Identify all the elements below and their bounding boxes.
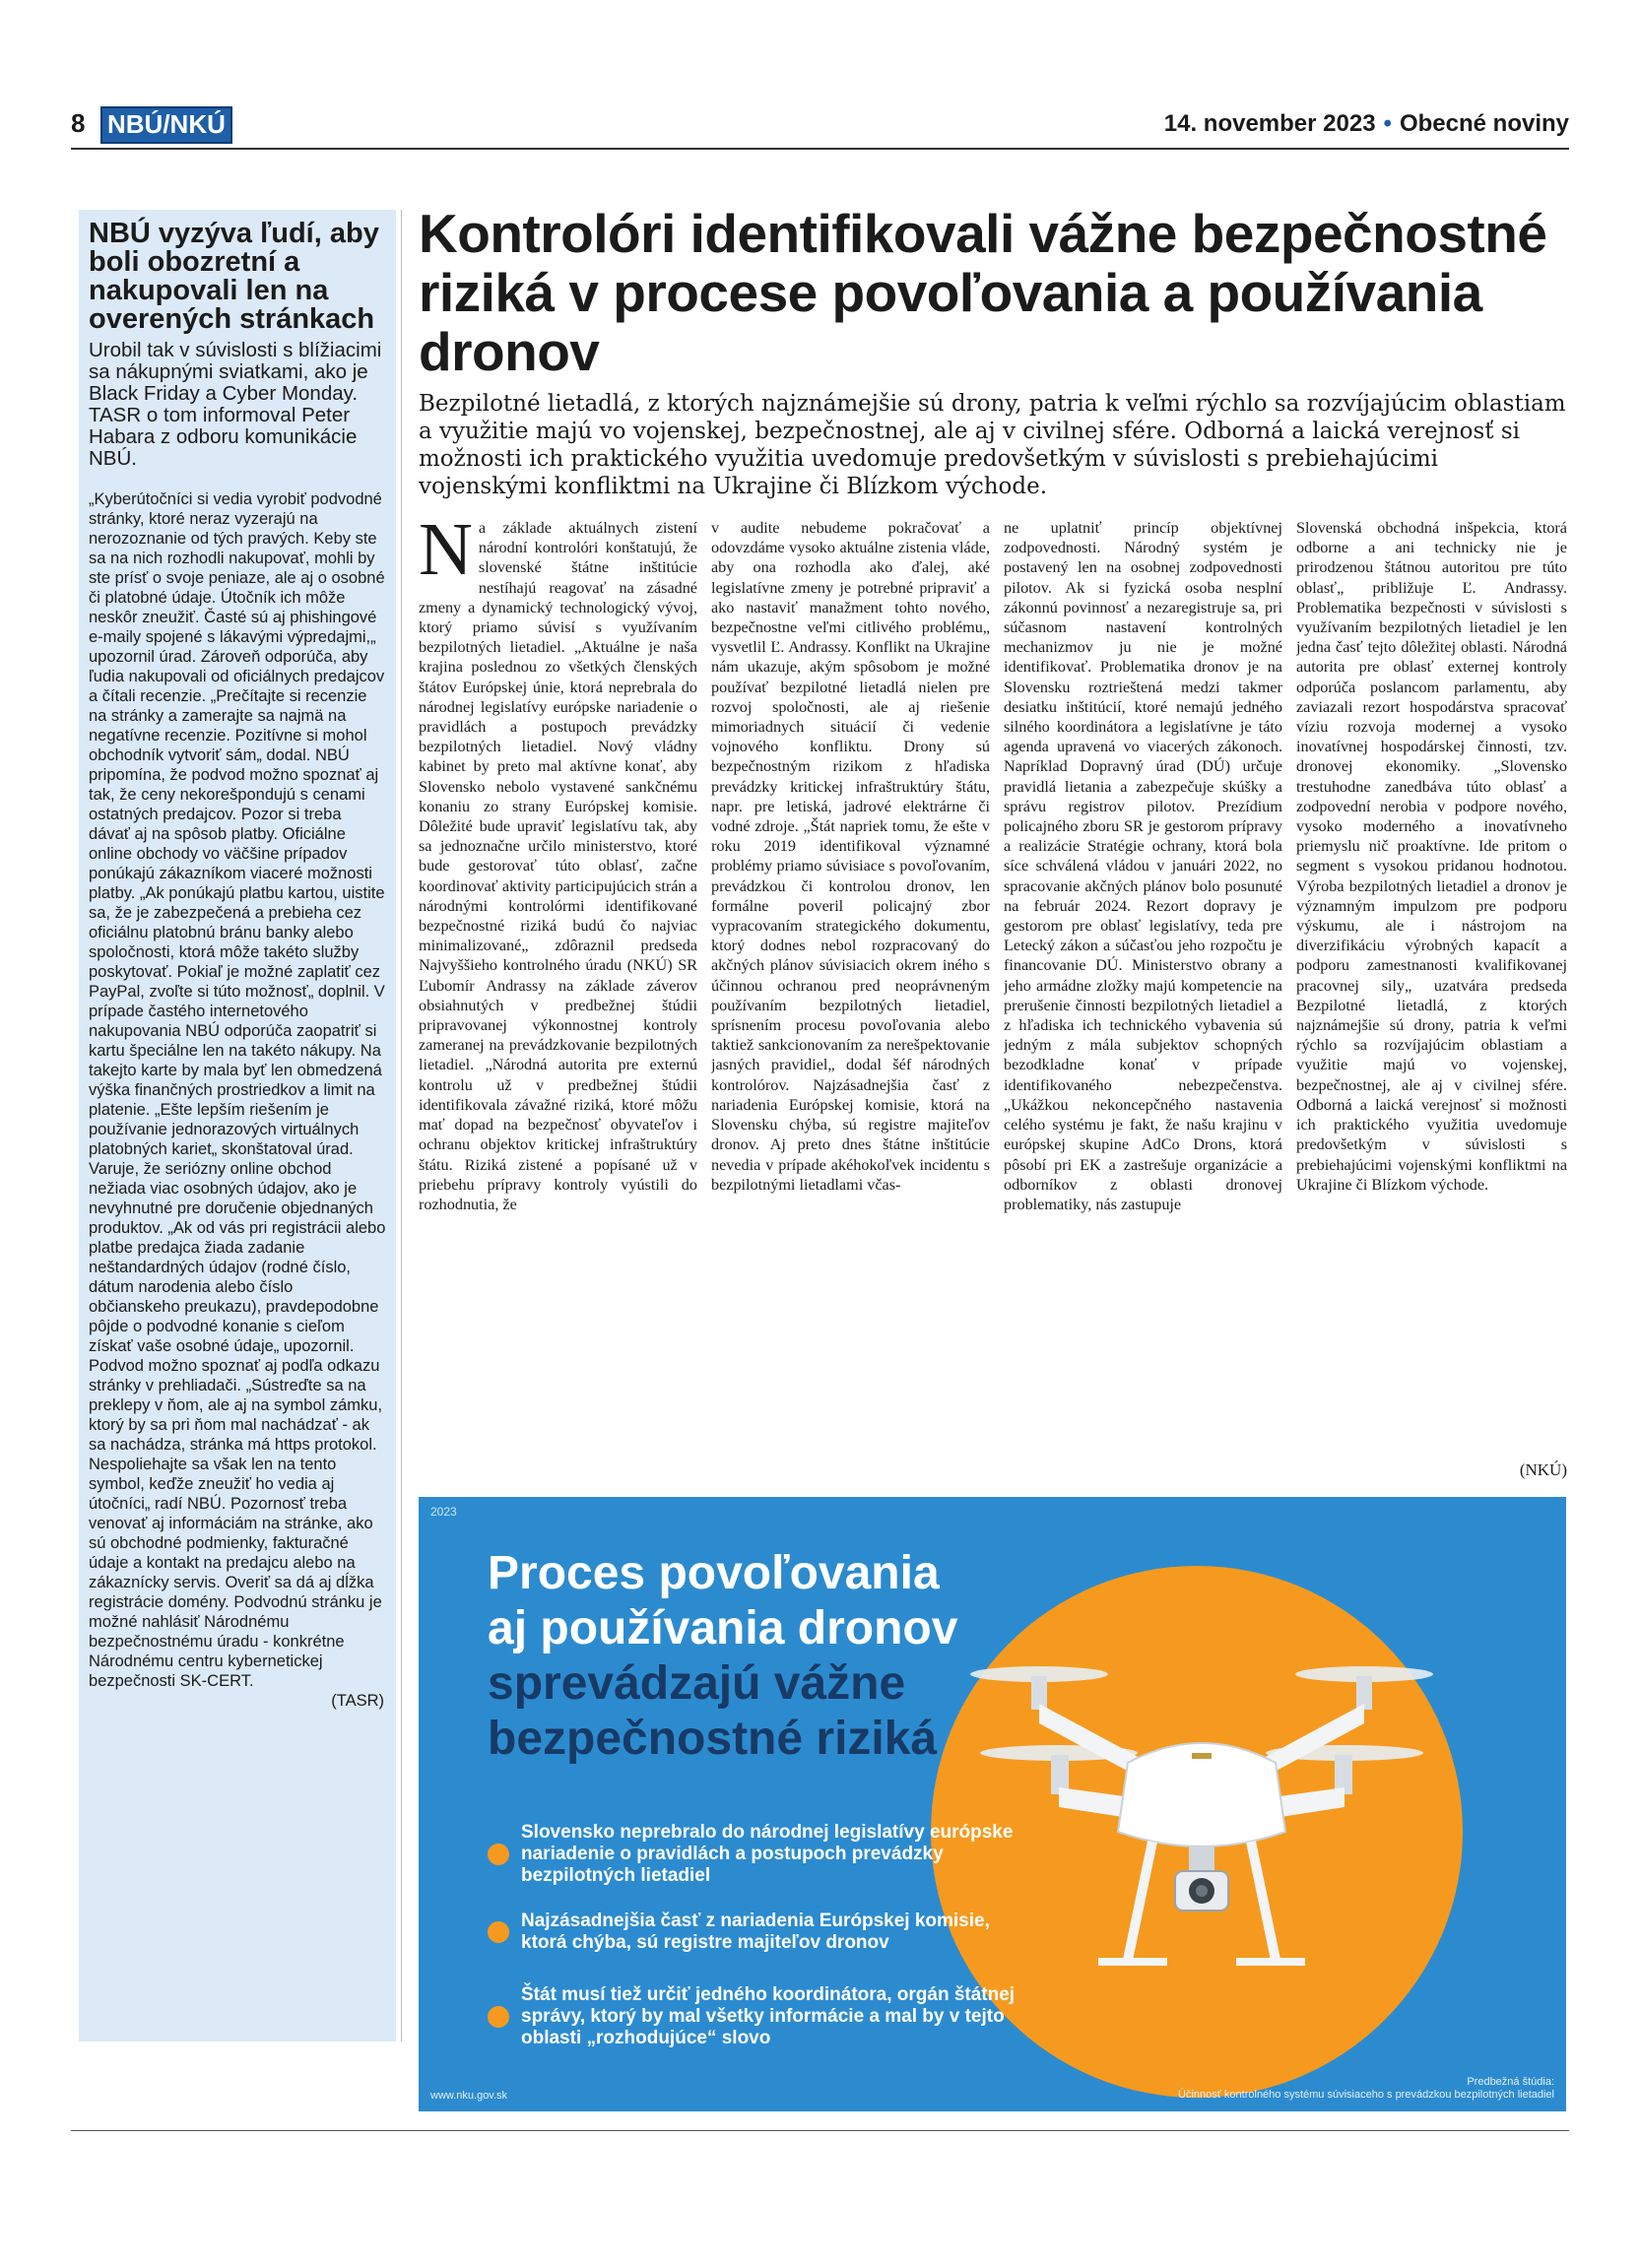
sidebar-signature: (TASR) [331,1692,384,1710]
subtitle-line-1: sprevádzajú vážne [488,1657,906,1710]
title-line-2: aj používania dronov [488,1602,958,1654]
item-text: Slovensko neprebralo do národnej legislatívy európske nariadenie o pravidlách a postupoch prevádzky bezpilotných lietadiel [521,1822,1014,1886]
column-3-text: ne uplatniť princíp objektívnej zodpovednosti. Národný systém je postavený len na osobnej zodpovednosti pilotov. Ak si fyzická osoba nesplní zákonnú povinnosť a nezaregistruje sa, pri súčasnom nastavení kontrolných mechanizmov ju nie je možné identifikovať. Problematika dronov je na Slovensku roztrieštená medzi takmer desiatku inštitúcií, ktoré nemajú jedného silného koordinátora a legislatívne je táto agenda upravená vo viacerých zákonoch. Napríklad Dopravný úrad (DÚ) určuje pravidlá lietania a zabezpečuje skúšky a správu registrov pilotov. Prezídium policajného zboru SR je gestorom prípravy a realizácie Stratégie ochrany, ktorá bola síce schválená vládou v januári 2022, no spracovanie akčných plánov bolo posunuté na február 2024. Rezort dopravy je gestorom pre oblasť legislatívy, teda pre Letecký zákon a súčasťou jeho rozpočtu je financovanie DÚ. Ministerstvo obrany a jeho armádne zložky majú kompetencie na prerušenie činnosti bezpilotných lietadiel a z hľadiska ich technického vybavenia sú jedným z mála subjektov schopných bezodkladne konať v prípade identifikovaného nebezpečenstva. „Ukážkou nekoncepčného nastavenia celého systému je fakt, že našu krajinu v európskej skupine AdCo Drons, ktorá pôsobí pri EK a zastrešuje organizácie a odborníkov z oblasti dronovej problematiky, nás zastupuje [1004,519,1282,1213]
infographic-title [488,1546,957,1656]
header-rule [71,148,1569,150]
infographic-subtitle [488,1656,937,1767]
infographic-source [1178,2076,1554,2102]
column-2-text: v audite nebudeme pokračovať a odovzdáme vysoko aktuálne zistenia vláde, aby ona rozhodla ako ďalej, aké legislatívne zmeny je potrebné pripraviť a ako nastaviť manažment tohto nového, bezpečnostne veľmi citlivého problému„ vysvetlil Ľ. Andrassy. Konflikt na Ukrajine nám ukazuje, akým spôsobom je možné používať bezpilotné lietadlá nielen pre rozvoj spoločnosti, ale aj riešenie mimoriadnych situácií či vedenie vojnového konfliktu. Drony sú bezpečnostným rizikom z hľadiska prevádzky kritickej infraštruktúry štátu, napr. pre letiská, jadrové elektrárne či vodné zdroje. „Štát napriek tomu, že ešte v roku 2019 identifikoval významné problémy priamo súvisiace s povoľovaním, prevádzkou či kontrolou dronov, len formálne poveril policajný zbor vypracovaním strategického dokumentu, ktorý dodnes nebol rozpracovaný do akčných plánov súvisiacich okrem iného s účinnou ochranou pred neoprávneným používaním bezpilotných lietadiel, sprísnením procesu povoľovania alebo taktiež sankcionovaním za nerešpektovanie jasných pravidiel„ dodal šéf národných kontrolórov. Najzásadnejšia časť z nariadenia Európskej komisie, ktorá na Slovensku chýba, sú registre majiteľov dronov. Aj preto dnes štátne inštitúcie nevedia v prípade akéhokoľvek incidentu s bezpilotnými lietadlami včas- [711,519,990,1194]
article-column-3 [1004,518,1282,1454]
column-divider [401,210,402,2041]
footer-rule [71,2130,1569,2131]
infographic [419,1497,1566,2111]
sidebar-body: „Kyberútočníci si vedia vyrobiť podvodné stránky, ktoré neraz vyzerajú na nerozoznanie od tých pravých. Keby ste sa na nich rozhodli nakupovať, mohli by ste prísť o svoje peniaze, ale aj o osobné či platobné údaje. Útočník ich môže neskôr zneužiť. Časté sú aj phishingové e-maily spojené s lákavými výpredajmi,„ upozornil úrad. Zároveň odporúča, aby ľudia nakupovali od oficiálnych predajcov a čítali recenzie. „Prečítajte si recenzie na stránky a zamerajte sa najmä na negatívne recenzie. Pozitívne si mohol obchodník vytvoriť sám„ dodal. NBÚ pripomína, že podvod možno spoznať aj tak, že ceny nekorešpondujú s cenami ostatných predajcov. Pozor si treba dávať aj na spôsob platby. Oficiálne online obchody vo väčšine prípadov ponúkajú zákazníkom viaceré možnosti platby. „Ak ponúkajú platbu kartou, uistite sa, že je zabezpečená a prebieha cez oficiálnu platobnú bránu banky alebo spoločnosti, ktorá môže takéto služby poskytovať. Pokiaľ je možné zaplatiť cez PayPal, zvoľte si túto možnosť„ doplnil. V prípade častého internetového nakupovania NBÚ odporúča zaopatriť si kartu špeciálne len na takéto nákupy. Na takejto karte by mala byť len obmedzená výška finančných prostriedkov a limit na platenie. „Ešte lepším riešením je používanie jednorazových virtuálnych platobných kariet„ skonštatoval úrad. Varuje, že seriózny online obchod nežiada viac osobných údajov, ako je nevyhnutné pre doručenie objednaných produktov. „Ak od vás pri registrácii alebo platbe predajca žiada zadanie neštandardných údajov (rodné číslo, dátum narodenia alebo číslo občianskeho preukazu), pravdepodobne pôjde o podvodné konanie s cieľom získať vaše osobné údaje„ upozornil. Podvod možno spoznať aj podľa odkazu stránky v prehliadači. „Sústreďte sa na preklepy v ňom, ale aj na symbol zámku, ktorý by sa pri ňom mal nachádzať - ak sa nachádza, stránka má https protokol. Nespoliehajte sa však len na tento symbol, keďže zneužiť ho vedia aj útočníci„ radí NBÚ. Pozornosť treba venovať aj informáciám na stránke, ako sú obchodné podmienky, fakturačné údaje a kontakt na predajcu alebo na zákaznícky servis. Overiť sa dá aj dĺžka registrácie domény. Podvodnú stránku je možné nahlásiť Národnému bezpečnostnému úradu - konkrétne Národnému centru kybernetickej bezpečnosti SK-CERT. [89,490,386,1690]
source-line-1: Predbežná štúdia: [1467,2076,1554,2088]
source-line-2: Účinnosť kontrolného systému súvisiaceho s prevádzkou bezpilotných lietadiel [1178,2089,1554,2101]
section-label: NBÚ/NKÚ [100,106,232,144]
infographic-item [488,1911,1039,1954]
dateline [1164,110,1569,138]
drone-icon [970,1605,1433,2019]
publication-name: Obecné noviny [1399,110,1569,137]
sidebar-box [79,210,396,2041]
article-lede: Bezpilotné lietadlá, z ktorých najznámejšie sú drony, patria k veľmi rýchlo sa rozvíjajúcim oblastiam a využitie majú vo vojenskej, bezpečnostnej, ale aj v civilnej sfére. Odborná a laická verejnosť si možnosti ich praktického využitia uvedomuje predovšetkým v súvislosti s prebiehajúcimi vojenskými konfliktmi na Ukrajine či Blízkom východe. [419,391,1566,499]
issue-date: 14. november 2023 [1163,110,1376,137]
infographic-item [488,1822,1039,1887]
sidebar-lead: Urobil tak v súvislosti s blížiacimi sa nákupnými sviatkami, ako je Black Friday a Cyber Monday. TASR o tom informoval Peter Habara z odboru komunikácie NBÚ. [89,339,382,470]
article-column-1 [419,518,697,1454]
bullet-dot [488,2006,509,2028]
item-text: Štát musí tiež určiť jedného koordinátora, orgán štátnej správy, ktorý by mal všetky informácie a mal by v tejto oblasti „rozhodujúce“ slovo [521,1984,1016,2048]
article-column-4 [1296,518,1567,1454]
infographic-year: 2023 [430,1505,457,1519]
drop-cap: N [419,518,473,591]
page-header [71,106,1569,144]
title-line-1: Proces povoľovania [488,1547,940,1599]
page-number: 8 [71,108,86,138]
subtitle-line-2: bezpečnostné riziká [488,1713,938,1765]
separator-dot: • [1383,110,1392,137]
infographic-item [488,1984,1039,2049]
bullet-dot [488,1921,509,1943]
bullet-dot [488,1844,509,1865]
article-column-2 [711,518,990,1454]
item-text: Najzásadnejšia časť z nariadenia Európskej komisie, ktorá chýba, sú registre majiteľov dronov [521,1911,990,1953]
column-1-text: a základe aktuálnych zistení národní kontrolóri konštatujú, že slovenské štátne inštitúcie nestíhajú reagovať na zásadné zmeny a dynamický technologický vývoj, ktorý priamo súvisí s využívaním bezpilotných lietadiel. „Aktuálne je naša krajina poslednou zo všetkých členských štátov Európskej únie, ktorá neprebrala do národnej legislatívy európske nariadenie o pravidlách a postupoch prevádzky bezpilotných lietadiel. Nový vládny kabinet by preto mal aktívne konať, aby Slovensko nebolo vystavené sankčnému konaniu zo strany Európskej komisie. Dôležité bude upraviť legislatívu tak, aby sa jednoznačne určilo ministerstvo, ktoré bude gestorovať túto oblasť, začne koordinovať aktivity participujúcich strán a národnými kontrolórmi identifikované bezpečnostné riziká budú čo najviac minimalizované„ zdôraznil predseda Najvyššieho kontrolného úradu (NKÚ) SR Ľubomír Andrassy na základe záverov obsiahnutých v predbežnej štúdii pripravovanej výkonnostnej kontroly zameranej na prevádzkovanie bezpilotných lietadiel. „Národná autorita pre externú kontrolu už v predbežnej štúdii identifikovala závažné riziká, ktoré môžu mať dopad na bezpečnosť obyvateľov i ochranu objektov kritickej infraštruktúry štátu. Riziká zistené a popísané už v priebehu prípravy kontroly vyústili do rozhodnutia, že [419,519,697,1213]
infographic-website: www.nku.gov.sk [430,2090,508,2102]
article-signature: (NKÚ) [1519,1460,1567,1479]
article-headline: Kontrolóri identifikovali vážne bezpečnostné riziká v procese povoľovania a používania dronov [419,203,1547,382]
column-4-text: Slovenská obchodná inšpekcia, ktorá odborne a ani technicky nie je prirodzenou štátnou autoritou pre túto oblasť„ približuje Ľ. Andrassy. Problematika bezpečnosti v súvislosti s využívaním bezpilotných lietadiel je len jedna časť tejto dôležitej oblasti. Národná autorita pre oblasť externej kontroly odporúča poslancom parlamentu, aby zaviazali rezort hospodárstva spracovať víziu rozvoja modernej a vysoko inovatívnej hospodárskej činnosti, tzv. dronovej ekonomiky. „Slovensko trestuhodne zanedbáva túto oblasť a zodpovední nerobia v podpore nového, vysoko moderného a inovatívneho priemyslu nič proaktívne. Ide pritom o segment s vysokou pridanou hodnotou. Výroba bezpilotných lietadiel a dronov je významným impulzom pre podporu výskumu, ale i nástrojom na diverzifikáciu výrobných kapacít a podporu zamestnanosti kvalifikovanej pracovnej sily„ uzatvára predseda Bezpilotné lietadlá, z ktorých najznámejšie sú drony, patria k veľmi rýchlo sa rozvíjajúcim oblastiam a využitie majú vo vojenskej, bezpečnostnej, ale aj v civilnej sfére. Odborná a laická verejnosť si možnosti ich praktického využitia uvedomuje predovšetkým v súvislosti s prebiehajúcimi vojenskými konfliktmi na Ukrajine či Blízkom východe. [1296,519,1567,1194]
sidebar-title: NBÚ vyzýva ľudí, aby boli obozretní a nakupovali len na overených stránkach [89,218,379,335]
